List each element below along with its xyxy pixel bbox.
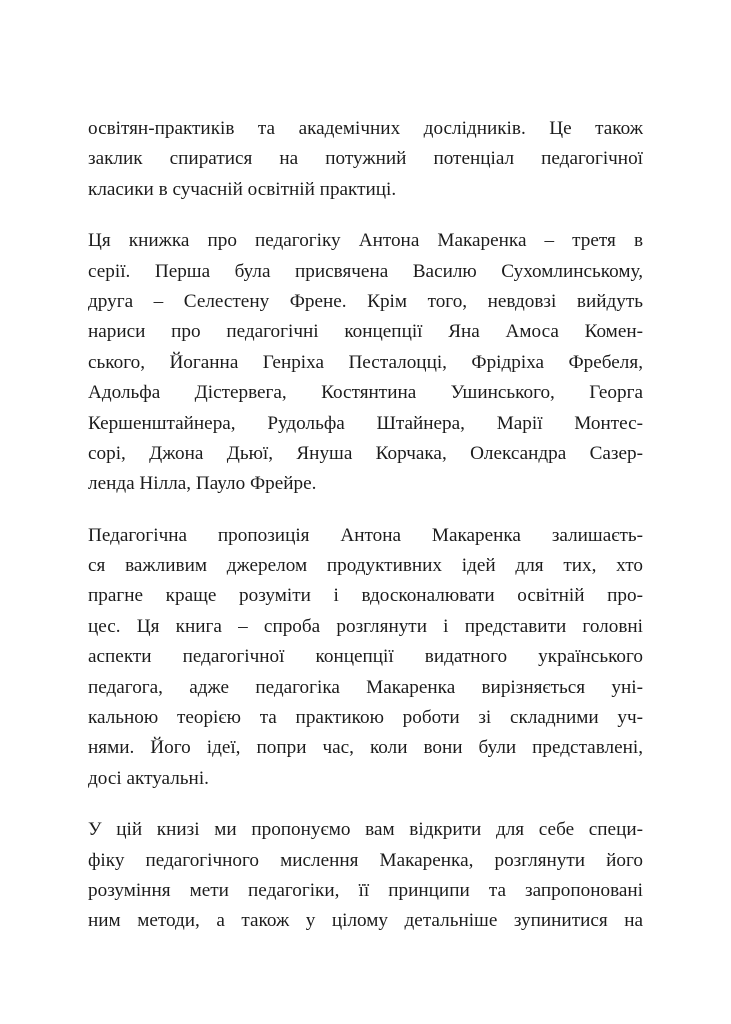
- text-line: сорі, Джона Дьюї, Януша Корчака, Олександра Сазер-: [88, 442, 643, 464]
- text-line: Кершенштайнера, Рудольфа Штайнера, Марії Монтес-: [88, 412, 643, 434]
- text-line: прагне краще розуміти і вдосконалювати освітній про-: [88, 585, 643, 607]
- text-line: цес. Ця книга – спроба розглянути і представити головні: [88, 615, 643, 637]
- text-line: Адольфа Дістервега, Костянтина Ушинського, Георга: [88, 382, 643, 404]
- text-line: У цій книзі ми пропонуємо вам відкрити для себе специ-: [88, 819, 643, 841]
- text-line: серії. Перша була присвячена Василю Сухомлинському,: [88, 260, 643, 282]
- paragraph-4: [88, 815, 643, 937]
- paragraph-2: [88, 226, 643, 500]
- text-line: нями. Його ідеї, попри час, коли вони були представлені,: [88, 737, 643, 759]
- text-line: класики в сучасній освітній практиці.: [88, 178, 397, 200]
- text-line: Педагогічна пропозиція Антона Макаренка залишаєть-: [88, 524, 643, 546]
- text-line: ленда Нілла, Пауло Фрейре.: [88, 473, 317, 495]
- text-line: ним методи, а також у цілому детальніше зупинитися на: [88, 910, 643, 932]
- text-line: досі актуальні.: [88, 767, 209, 789]
- text-line: ся важливим джерелом продуктивних ідей для тих, хто: [88, 555, 643, 577]
- text-line: освітян-практиків та академічних дослідників. Це також: [88, 118, 643, 139]
- text-line: ського, Йоганна Генріха Песталоцці, Фрідріха Фребеля,: [88, 351, 643, 373]
- paragraph-3: [88, 521, 643, 795]
- paragraph-1: [88, 114, 643, 205]
- text-line: Ця книжка про педагогіку Антона Макаренка – третя в: [88, 230, 643, 252]
- text-line: аспекти педагогічної концепції видатного українського: [88, 646, 643, 668]
- text-line: кальною теорією та практикою роботи зі складними уч-: [88, 707, 643, 729]
- text-line: заклик спиратися на потужний потенціал педагогічної: [88, 148, 643, 170]
- text-line: нариси про педагогічні концепції Яна Амоса Комен-: [88, 321, 643, 343]
- text-line: фіку педагогічного мислення Макаренка, розглянути його: [88, 849, 643, 871]
- text-line: педагога, адже педагогіка Макаренка вирізняється уні-: [88, 676, 643, 698]
- book-page-text: [88, 114, 643, 958]
- text-line: розуміння мети педагогіки, її принципи та запропоновані: [88, 879, 643, 901]
- text-line: друга – Селестену Френе. Крім того, невдовзі вийдуть: [88, 290, 643, 312]
